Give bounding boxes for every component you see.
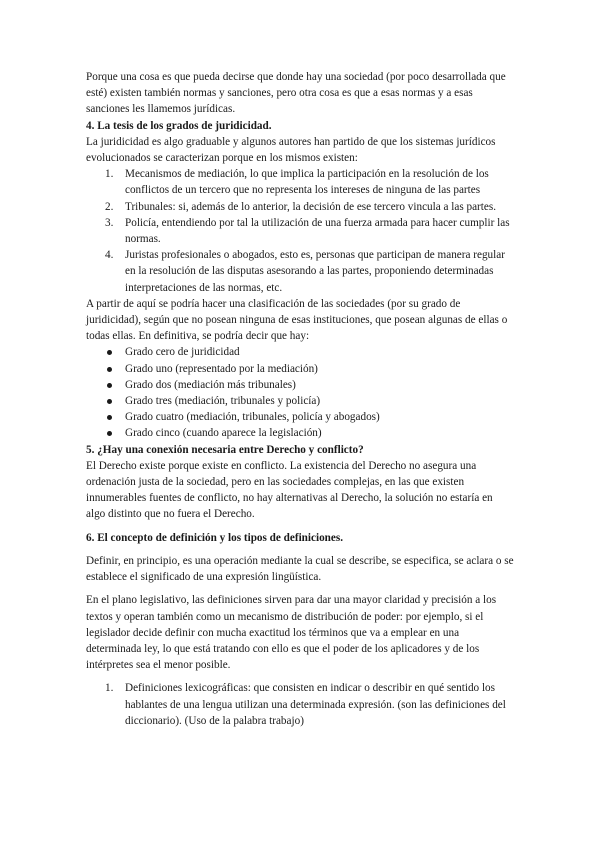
section-6-paragraph-1: Definir, en principio, es una operación mediante la cual se describe, se especifica, se aclara o se establece el significado de una expresión lingüística.: [86, 554, 514, 584]
list-number: 3.: [105, 216, 114, 229]
list-item: [86, 344, 514, 360]
list-text: Definiciones lexicográficas: que consisten en indicar o describir en qué sentido los hablantes de una lengua utilizan una determinada expresión. (son las definiciones del diccionario). (Uso de la palabra trabajo): [125, 682, 506, 727]
bullet-icon: [107, 350, 112, 355]
list-item: [86, 199, 514, 215]
list-text: Juristas profesionales o abogados, esto es, personas que participan de manera regular en la resolución de las disputas asesorando a las partes, proponiendo determinadas interpretaciones de las normas, etc.: [125, 249, 505, 294]
list-item: [86, 425, 514, 441]
list-item: [86, 680, 514, 729]
list-number: 4.: [105, 249, 114, 262]
list-text: Grado cuatro (mediación, tribunales, policía y abogados): [125, 411, 380, 424]
list-text: Grado cero de juridicidad: [125, 346, 240, 359]
intro-paragraph: Porque una cosa es que pueda decirse que donde hay una sociedad (por poco desarrollada que esté) existen también normas y sanciones, pero otra cosa es que a esas normas y a esas sanciones les llamemos jurídicas.: [86, 71, 506, 116]
list-number: 2.: [105, 200, 114, 213]
list-item: [86, 215, 514, 247]
section-4-heading: 4. La tesis de los grados de juridicidad.: [86, 119, 272, 132]
list-number: 1.: [105, 168, 114, 181]
list-item: [86, 247, 514, 296]
list-text: Grado dos (mediación más tribunales): [125, 378, 296, 391]
bullet-icon: [107, 431, 112, 436]
list-text: Grado tres (mediación, tribunales y policía): [125, 395, 321, 408]
list-text: Tribunales: si, además de lo anterior, la decisión de ese tercero vincula a las partes.: [125, 200, 496, 213]
list-number: 1.: [105, 682, 114, 695]
bullet-icon: [107, 367, 112, 372]
document-content: [86, 69, 514, 729]
list-text: Policía, entendiendo por tal la utilización de una fuerza armada para hacer cumplir las normas.: [125, 216, 510, 246]
bullet-icon: [107, 399, 112, 404]
list-text: Grado uno (representado por la mediación): [125, 362, 318, 375]
list-item: [86, 393, 514, 409]
section-6-paragraph-2: En el plano legislativo, las definiciones sirven para dar una mayor claridad y precisión a los textos y operan también como un mecanismo de distribución de poder: por ejemplo, si el legislador decide definir con mucha exactitud los términos que va a emplear en una determinada ley, lo que está tratando con ello es que el poder de los aplicadores y de los intérpretes sea el menor posible.: [86, 594, 497, 672]
section-4-list: [86, 166, 514, 296]
list-text: Grado cinco (cuando aparece la legislación): [125, 427, 322, 440]
section-5-heading: 5. ¿Hay una conexión necesaria entre Derecho y conflicto?: [86, 443, 364, 456]
bullet-icon: [107, 383, 112, 388]
section-6-heading: 6. El concepto de definición y los tipos de definiciones.: [86, 531, 344, 544]
section-6-list: [86, 680, 514, 729]
list-text: Mecanismos de mediación, lo que implica la participación en la resolución de los conflictos de un tercero que no representa los intereses de ninguna de las partes: [125, 168, 489, 197]
bullet-icon: [107, 415, 112, 420]
list-item: [86, 361, 514, 377]
list-item: [86, 166, 514, 198]
section-4-after: A partir de aquí se podría hacer una clasificación de las sociedades (por su grado de juridicidad), según que no posean ninguna de esas instituciones, que posean algunas de ellas o todas ellas. En definitiva, se podría decir que hay:: [86, 297, 508, 343]
grades-list: [86, 344, 514, 441]
list-item: [86, 409, 514, 425]
section-4-intro: La juridicidad es algo graduable y algunos autores han partido de que los sistemas jurídicos evolucionados se caracterizan porque en los mismos existen:: [86, 135, 496, 165]
section-5-body: El Derecho existe porque existe en conflicto. La existencia del Derecho no asegura una ordenación justa de la sociedad, pero en las sociedades complejas, en las que existen innumerables fuentes de conflicto, no hay alternativas al Derecho, la solución no estaría en algo distinto que no fuera el Derecho.: [86, 459, 493, 521]
list-item: [86, 377, 514, 393]
